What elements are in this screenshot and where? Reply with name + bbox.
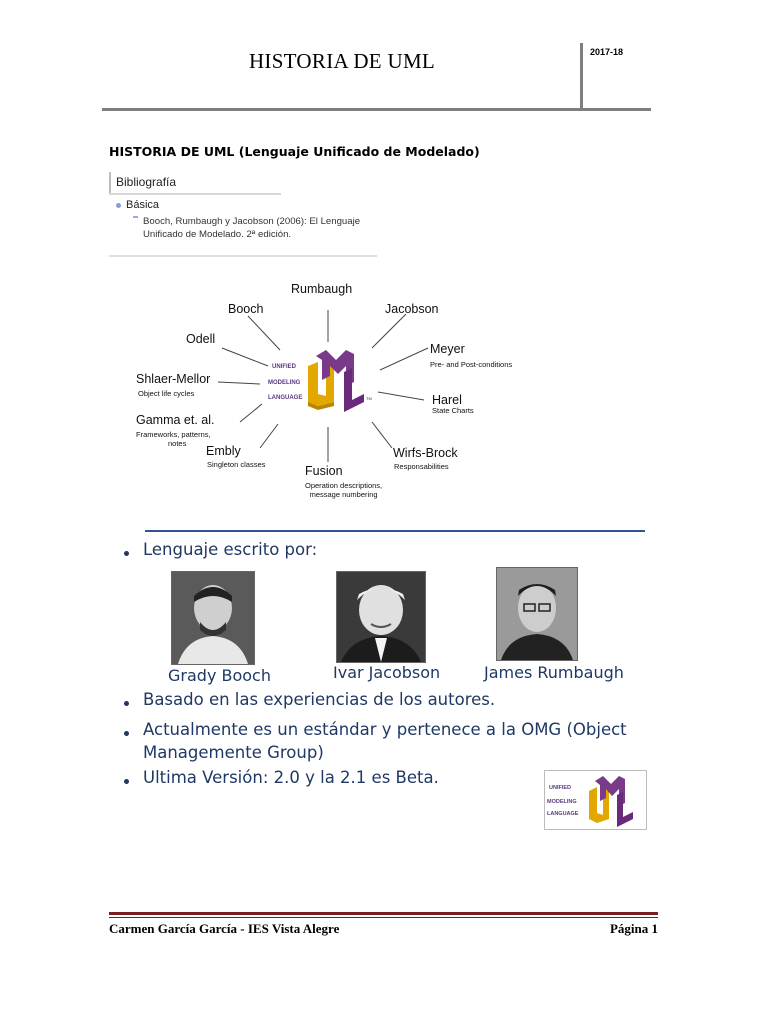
slide-bullet-standard-cont: Managemente Group) (143, 743, 324, 762)
slide-bullet-version: Ultima Versión: 2.0 y la 2.1 es Beta. (143, 768, 439, 787)
influence-jacobson: Jacobson (385, 302, 439, 316)
footer-author: Carmen García García - IES Vista Alegre (109, 921, 340, 936)
bullet-icon (124, 701, 129, 706)
person-photo-icon (172, 572, 254, 664)
logo-text-language: LANGUAGE (547, 811, 579, 817)
influence-wirfs-brock-desc: Responsabilities (394, 462, 449, 471)
uml-logo-small (544, 770, 647, 830)
author-name-jacobson: Ivar Jacobson (333, 663, 441, 682)
uml-logo-icon (260, 342, 380, 422)
logo-text-language: LANGUAGE (268, 395, 303, 401)
bullet-icon (124, 779, 129, 784)
author-name-booch: Grady Booch (168, 666, 271, 685)
bullet-icon (124, 731, 129, 736)
bibliography-bar (109, 172, 111, 194)
photo-ivar-jacobson (336, 571, 426, 663)
bullet-icon (124, 551, 129, 556)
desc-line: Frameworks, patterns, (136, 430, 211, 439)
bullet-icon (116, 203, 121, 208)
bibliography-box (109, 172, 385, 260)
header-horizontal-rule (102, 108, 651, 111)
influence-embly: Embly (206, 444, 241, 458)
photo-grady-booch (171, 571, 255, 665)
influence-fusion: Fusion (305, 464, 343, 478)
desc-line: message numbering (309, 490, 378, 499)
footer-rule-thin (109, 917, 658, 918)
bibliography-divider (109, 255, 377, 257)
desc-line: Operation descriptions, (305, 481, 383, 490)
slide-bullet-written-by: Lenguaje escrito por: (143, 540, 318, 559)
logo-trademark: TM (366, 396, 372, 401)
footer-rule-thick (109, 912, 658, 915)
influence-rumbaugh: Rumbaugh (291, 282, 353, 296)
influence-shlaer-mellor-desc: Object life cycles (138, 389, 195, 398)
influence-wirfs-brock: Wirfs-Brock (393, 446, 458, 460)
person-photo-icon (497, 568, 577, 660)
bibliography-reference (143, 215, 388, 241)
influence-meyer: Meyer (430, 342, 465, 356)
influence-shlaer-mellor: Shlaer-Mellor (136, 372, 211, 386)
bibliography-title: Bibliografía (116, 175, 177, 189)
influence-odell: Odell (186, 332, 216, 346)
slide-top-rule (145, 530, 645, 532)
influence-gamma: Gamma et. al. (136, 413, 215, 427)
desc-line: notes (168, 439, 187, 448)
photo-james-rumbaugh (496, 567, 578, 661)
footer-page-number: Página 1 (609, 921, 658, 936)
logo-text-modeling: MODELING (268, 380, 301, 386)
bibliography-category: Básica (126, 199, 160, 211)
header-year: 2017-18 (590, 47, 624, 57)
influence-fusion-desc (305, 481, 382, 499)
dash-icon (133, 216, 138, 218)
influence-booch: Booch (228, 302, 264, 316)
bibliography-underline (109, 193, 281, 195)
influence-meyer-desc: Pre- and Post-conditions (430, 360, 513, 369)
logo-text-unified: UNIFIED (549, 785, 571, 791)
reference-line: Booch, Rumbaugh y Jacobson (2006): El Lenguaje (143, 216, 361, 227)
logo-text-unified: UNIFIED (272, 364, 296, 370)
person-photo-icon (337, 572, 425, 662)
section-heading: HISTORIA DE UML (Lenguaje Unificado de Modelado) (109, 144, 480, 159)
influence-embly-desc: Singleton classes (207, 460, 266, 469)
author-name-rumbaugh: James Rumbaugh (484, 663, 624, 682)
uml-influences-diagram (110, 272, 540, 512)
logo-text-modeling: MODELING (547, 799, 577, 805)
slide-bullet-experience: Basado en las experiencias de los autores. (143, 690, 496, 709)
header-vertical-rule (580, 43, 583, 109)
uml-logo-icon (545, 771, 646, 829)
reference-line: Unificado de Modelado. 2ª edición. (143, 229, 292, 240)
document-title: HISTORIA DE UML (248, 49, 436, 73)
slide-bullet-standard: Actualmente es un estándar y pertenece a la OMG (Object (143, 720, 627, 739)
influence-harel-desc: State Charts (432, 406, 474, 415)
influence-harel: Harel (432, 393, 462, 407)
influence-gamma-desc (136, 430, 211, 448)
